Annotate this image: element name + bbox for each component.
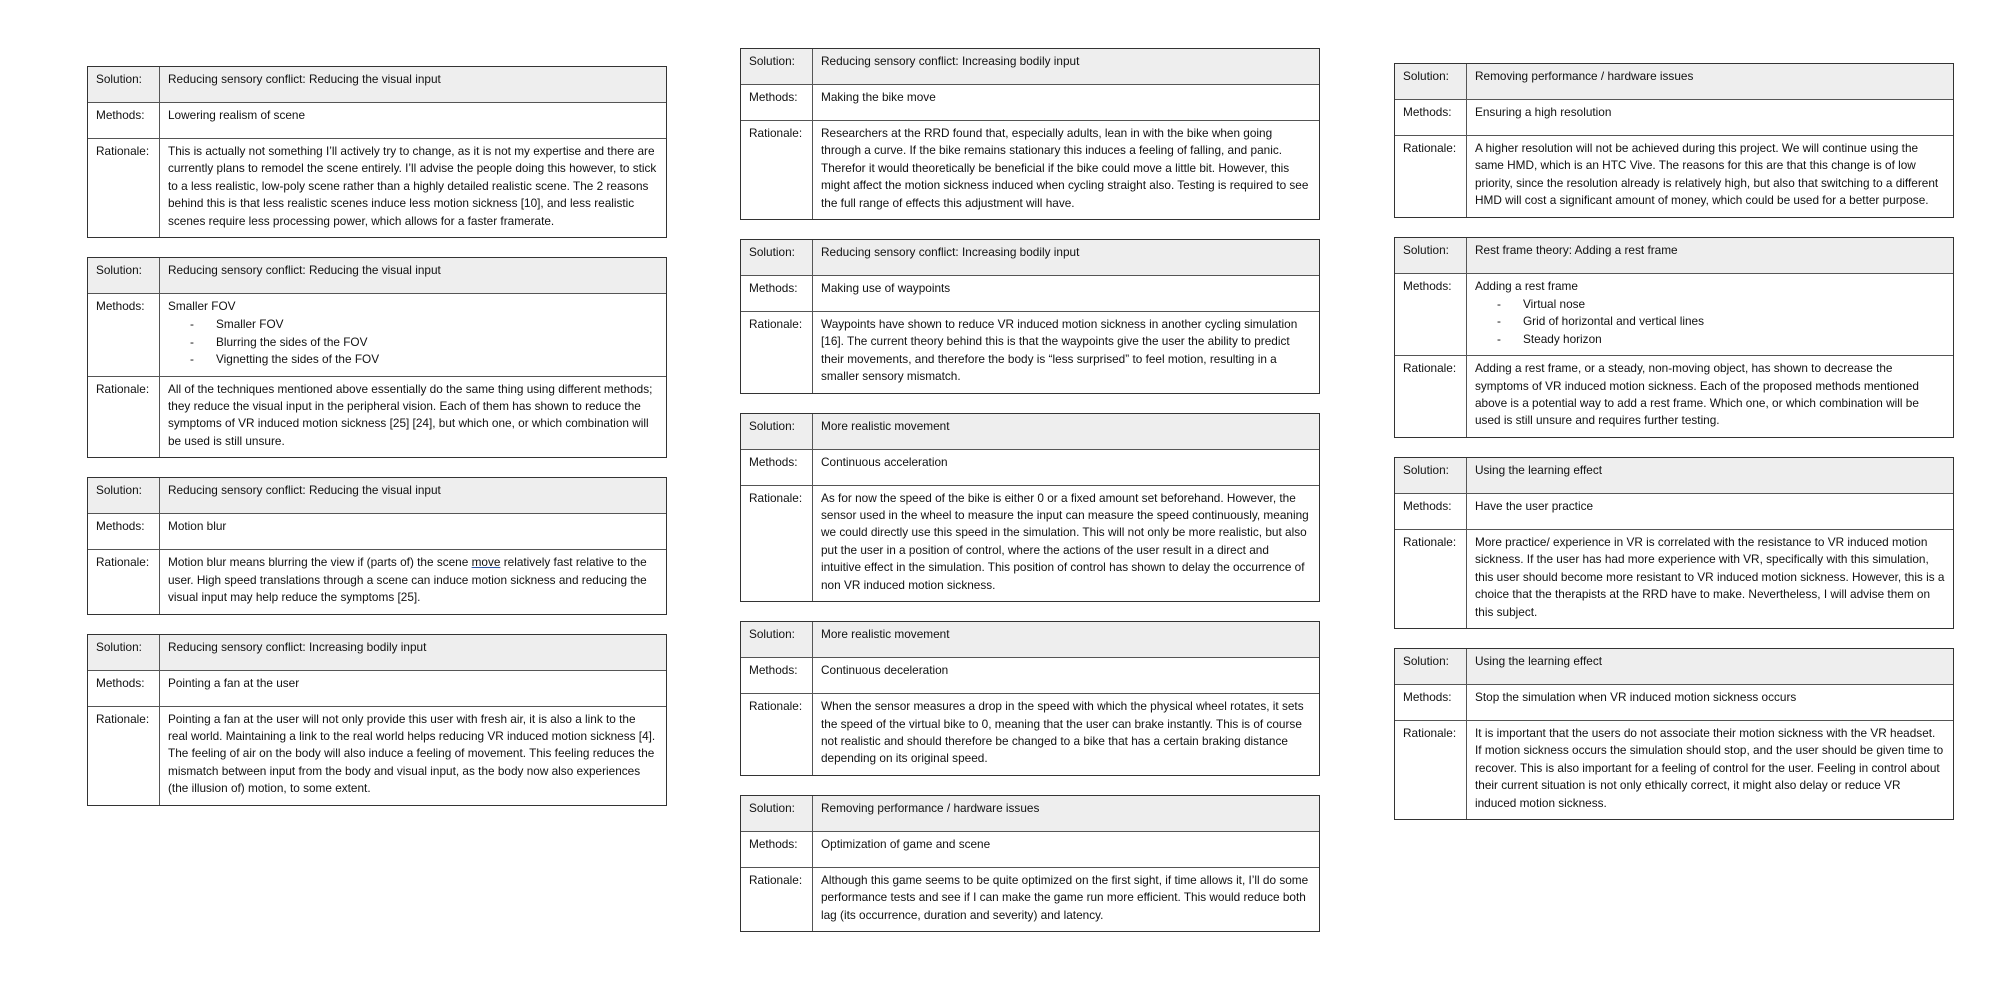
methods-text: Continuous acceleration [813,449,1320,485]
rationale-text: Although this game seems to be quite optimized on the first sight, if time allows it, I’ll do some performance tests and see if I can make the game run more efficient. This would reduce both lag (its occurrence, duration and severity) and latency. [821,872,1309,922]
methods-label: Methods: [88,514,160,550]
methods-label: Methods: [741,276,813,312]
solution-text: Rest frame theory: Adding a rest frame [1467,238,1954,274]
rationale-text: More practice/ experience in VR is correlated with the resistance to VR induced motion sickness. If the user has had more experience with VR, specifically with this simulation, this user should become more resistant to VR induced motion sickness. However, this is a choice that the therapists at the RRD have to make. Nevertheless, I will advise them on this subject. [1475,534,1945,619]
methods-bullet: - Smaller FOV [190,316,658,333]
rationale-label: Rationale: [741,867,813,931]
rationale-text: Researchers at the RRD found that, especially adults, lean in with the bike when going through a curve. If the bike remains stationary this induces a feeling of falling, and panic. Therefor it would theoretically be beneficial if the bike could move a little bit. However, this might affect the motion sickness induced when cycling straight also. Testing is required to see the full range of effects this adjustment will have. [821,126,1309,210]
rationale-label: Rationale: [741,694,813,775]
methods-label: Methods: [88,670,160,706]
solution-label: Solution: [741,796,813,832]
methods-bullet-list [1475,296,1945,348]
methods-label: Methods: [1395,493,1467,529]
methods-label: Methods: [741,449,813,485]
solution-text: Removing performance / hardware issues [1467,64,1954,100]
rationale-text: A higher resolution will not be achieved during this project. We will continue using the same HMD, which is an HTC Vive. The reasons for this are that this change is of low priority, since the resolution already is relatively high, but also that switching to a different HMD will cost a significant amount of money, which could be used for a better purpose. [1475,141,1939,208]
solution-card [87,477,667,614]
solution-label: Solution: [741,49,813,85]
methods-label: Methods: [1395,273,1467,356]
methods-text: Lowering realism of scene [160,103,667,139]
rationale-text: Adding a rest frame, or a steady, non-moving object, has shown to decrease the symptoms of VR induced motion sickness. Each of the proposed methods mentioned above is a potential way to add a rest frame. Which one, or which combination will be used is still unsure and requires further testing. [1475,361,1919,428]
solution-label: Solution: [1395,64,1467,100]
methods-text: Smaller FOV [168,299,236,314]
solution-card [1394,648,1954,820]
rationale-label: Rationale: [1395,136,1467,217]
solution-text: More realistic movement [813,622,1320,658]
methods-bullet: - Blurring the sides of the FOV [190,334,658,351]
rationale-label: Rationale: [1395,356,1467,437]
methods-label: Methods: [741,85,813,121]
solution-card [740,413,1320,602]
solution-card [87,257,667,458]
solution-label: Solution: [88,258,160,294]
rationale-text-part: relatively fast relative to the user. High speed translations through a scene can induce motion sickness and reducing the visual input may help reduce the symptoms [25]. [168,555,647,605]
methods-text: Making the bike move [813,85,1320,121]
column-1 [87,66,667,825]
solution-label: Solution: [741,622,813,658]
methods-label: Methods: [741,658,813,694]
rationale-text: It is important that the users do not associate their motion sickness with the VR headset. If motion sickness occurs the simulation should stop, and the user should be given time to recover. This is also important for a feeling of control for the user. Feeling in control about their current situation is not only ethically correct, it might also delay or reduce VR induced motion sickness. [1475,725,1944,810]
methods-text: Making use of waypoints [813,276,1320,312]
underlined-word: move [471,555,501,570]
rationale-label: Rationale: [88,139,160,238]
rationale-text: All of the techniques mentioned above essentially do the same thing using different methods; they reduce the visual input in the peripheral vision. Each of them has shown to reduce the symptoms of VR induced motion sickness [25] [24], but which one, or which combination will be used is still unsure. [168,381,653,448]
methods-bullet-list [168,316,658,368]
methods-text: Continuous deceleration [813,658,1320,694]
methods-text: Pointing a fan at the user [160,670,667,706]
methods-cell [1467,273,1954,356]
solution-text: Reducing sensory conflict: Increasing bodily input [813,49,1320,85]
rationale-label: Rationale: [1395,529,1467,628]
solution-text: More realistic movement [813,414,1320,450]
methods-text: Optimization of game and scene [813,831,1320,867]
rationale-text: As for now the speed of the bike is either 0 or a fixed amount set beforehand. However, the sensor used in the wheel to measure the input can measure the speed continuously, meaning we could directly use this speed in the simulation. This will not only be more realistic, but also put the user in a position of control, where the actions of the user result in a direct and intuitive effect in the simulation. This position of control has shown to delay the occurrence of non VR induced motion sickness. [821,490,1309,592]
methods-text: Adding a rest frame [1475,278,1578,293]
solution-text: Reducing sensory conflict: Reducing the visual input [160,478,667,514]
methods-label: Methods: [88,294,160,377]
methods-text: Stop the simulation when VR induced motion sickness occurs [1467,684,1954,720]
methods-cell [160,294,667,377]
rationale-text: Pointing a fan at the user will not only provide this user with fresh air, it is also a link to the real world. Maintaining a link to the real world helps reducing VR induced motion sickness [4]. The feeling of air on the body will also induce a feeling of movement. This feeling reduces the mismatch between input from the body and visual input, as the body now also experiences (the illusion of) motion, to some extent. [168,711,656,796]
solution-card [740,239,1320,394]
solution-text: Reducing sensory conflict: Reducing the visual input [160,67,667,103]
solution-label: Solution: [741,240,813,276]
rationale-label: Rationale: [741,312,813,393]
solution-card [87,634,667,806]
rationale-label: Rationale: [88,550,160,614]
solution-label: Solution: [88,478,160,514]
methods-label: Methods: [88,103,160,139]
rationale-text: This is actually not something I’ll actively try to change, as it is not my expertise and there are currently plans to remodel the scene entirely. I’ll advise the people doing this however, to stick to a less realistic, low-poly scene rather than a highly detailed realistic scene. The 2 reasons behind this is that less realistic scenes induce less motion sickness [10], and less realistic scenes require less processing power, which allows for a faster framerate. [168,144,657,228]
solution-text: Reducing sensory conflict: Increasing bodily input [813,240,1320,276]
methods-bullet: - Steady horizon [1497,331,1945,348]
solution-card [87,66,667,238]
rationale-label: Rationale: [741,485,813,601]
rationale-text [160,550,667,614]
solution-label: Solution: [88,67,160,103]
methods-text: Have the user practice [1467,493,1954,529]
solution-card [1394,457,1954,629]
methods-label: Methods: [741,831,813,867]
solution-label: Solution: [1395,649,1467,685]
methods-bullet: - Virtual nose [1497,296,1945,313]
solution-label: Solution: [1395,458,1467,494]
rationale-label: Rationale: [88,376,160,457]
solution-card [1394,237,1954,438]
solution-text: Removing performance / hardware issues [813,796,1320,832]
column-2 [740,48,1320,951]
solution-card [740,48,1320,220]
rationale-text-part: Motion blur means blurring the view if (parts of) the scene [168,555,472,570]
rationale-text: Waypoints have shown to reduce VR induced motion sickness in another cycling simulation [16]. The current theory behind this is that the waypoints give the user the ability to predict their movements, and therefore the body is “less surprised” to feel motion, resulting in a smaller sensory mismatch. [821,317,1298,384]
solution-card [740,621,1320,776]
solution-card [740,795,1320,932]
solution-label: Solution: [88,635,160,671]
rationale-label: Rationale: [88,706,160,805]
solution-label: Solution: [1395,238,1467,274]
rationale-label: Rationale: [741,121,813,220]
solution-text: Reducing sensory conflict: Reducing the visual input [160,258,667,294]
solution-text: Reducing sensory conflict: Increasing bodily input [160,635,667,671]
column-3 [1394,63,1954,839]
methods-label: Methods: [1395,100,1467,136]
methods-text: Ensuring a high resolution [1467,100,1954,136]
rationale-label: Rationale: [1395,720,1467,819]
methods-text: Motion blur [160,514,667,550]
solution-text: Using the learning effect [1467,458,1954,494]
solution-text: Using the learning effect [1467,649,1954,685]
methods-bullet: - Vignetting the sides of the FOV [190,351,658,368]
solution-card [1394,63,1954,218]
solution-label: Solution: [741,414,813,450]
methods-label: Methods: [1395,684,1467,720]
methods-bullet: - Grid of horizontal and vertical lines [1497,313,1945,330]
rationale-text: When the sensor measures a drop in the speed with which the physical wheel rotates, it sets the speed of the virtual bike to 0, meaning that the user can brake instantly. This is of course not realistic and should therefore be changed to a bike that has a certain braking distance depending on its original speed. [821,699,1304,766]
